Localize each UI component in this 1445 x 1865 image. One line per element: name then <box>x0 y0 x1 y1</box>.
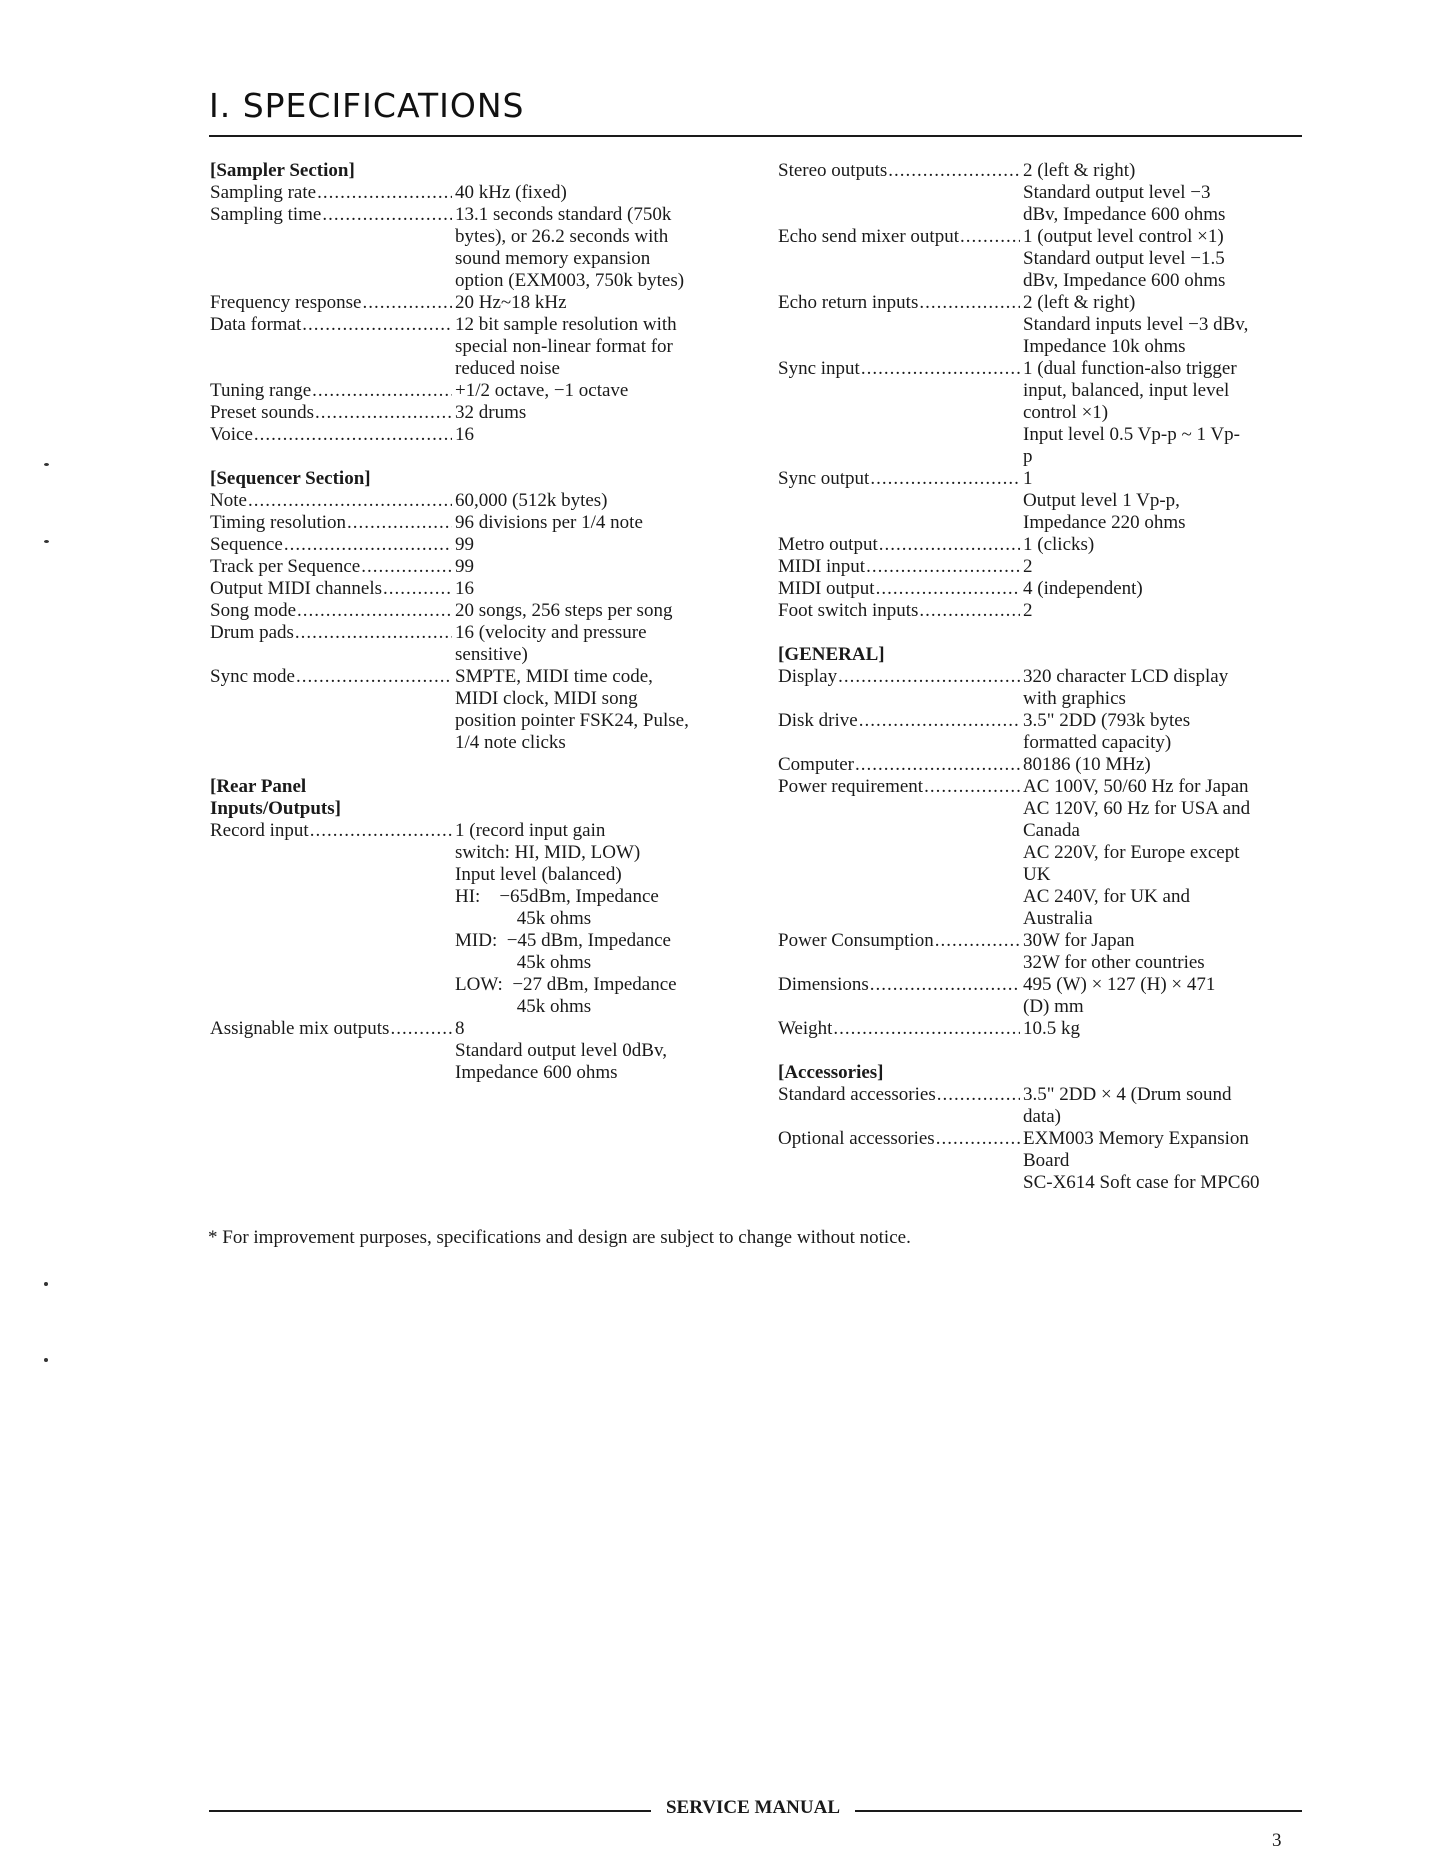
spec-value-line: 30W for Japan <box>1023 930 1135 951</box>
spec-label <box>210 578 455 600</box>
spec-value <box>1023 468 1318 534</box>
spec-value <box>1023 600 1318 622</box>
footer-rule-right <box>855 1810 1302 1812</box>
spec-value-line: 1 (record input gain <box>455 820 606 841</box>
spec-label <box>778 710 1023 732</box>
spec-label <box>778 1128 1023 1150</box>
spec-row <box>778 776 1318 930</box>
spec-label-text: Weight <box>778 1018 833 1039</box>
spec-value-line: 1/4 note clicks <box>455 732 566 753</box>
spec-value-line: (D) mm <box>1023 996 1084 1017</box>
spec-label-text: Tuning range <box>210 380 312 401</box>
spec-value-line: position pointer FSK24, Pulse, <box>455 710 689 731</box>
section-heading: [Accessories] <box>778 1062 884 1083</box>
spec-label <box>210 380 455 402</box>
spec-row <box>210 578 770 600</box>
spec-value-line: 16 <box>455 578 474 599</box>
spec-row <box>778 1018 1318 1040</box>
spec-label-text: Echo return inputs <box>778 292 919 313</box>
spec-label-text: Computer <box>778 754 854 775</box>
spec-label-text: Stereo outputs <box>778 160 888 181</box>
spec-value <box>455 622 770 666</box>
spec-value-line: switch: HI, MID, LOW) <box>455 842 641 863</box>
spec-value-line: Impedance 220 ohms <box>1023 512 1186 533</box>
spec-value <box>455 204 770 292</box>
leader-dots <box>322 204 452 226</box>
spec-value-line: 2 (left & right) <box>1023 292 1136 313</box>
leader-dots <box>855 754 1020 776</box>
spec-value <box>1023 754 1318 776</box>
spec-row <box>210 534 770 556</box>
spec-row <box>210 556 770 578</box>
spec-value-line: 20 songs, 256 steps per song <box>455 600 673 621</box>
spec-label <box>210 490 455 512</box>
spec-label-text: Output MIDI channels <box>210 578 383 599</box>
spec-value <box>1023 556 1318 578</box>
spec-value-line: data) <box>1023 1106 1061 1127</box>
spec-value <box>455 490 770 512</box>
spec-value <box>1023 292 1318 358</box>
leader-dots <box>876 578 1020 600</box>
spec-row <box>210 512 770 534</box>
leader-dots <box>312 380 452 402</box>
section-gap <box>210 446 770 468</box>
spec-value <box>1023 1084 1318 1128</box>
spec-value-line: 45k ohms <box>455 952 592 973</box>
spec-value <box>455 578 770 600</box>
spec-value-line: 13.1 seconds standard (750k <box>455 204 672 225</box>
spec-label <box>778 776 1023 798</box>
spec-value <box>1023 226 1318 292</box>
spec-label-text: Drum pads <box>210 622 294 643</box>
spec-row <box>210 292 770 314</box>
spec-value <box>455 380 770 402</box>
leader-dots <box>879 534 1020 556</box>
spec-value <box>455 512 770 534</box>
title-rule <box>209 135 1302 137</box>
spec-value-line: AC 220V, for Europe except <box>1023 842 1240 863</box>
spec-value-line: 1 (clicks) <box>1023 534 1095 555</box>
spec-value-line: 40 kHz (fixed) <box>455 182 567 203</box>
leader-dots <box>888 160 1020 182</box>
spec-label <box>210 402 455 424</box>
spec-row <box>210 600 770 622</box>
spec-label-text: Dimensions <box>778 974 869 995</box>
spec-label-text: Sync output <box>778 468 870 489</box>
spec-label-text: Foot switch inputs <box>778 600 919 621</box>
spec-value <box>1023 776 1318 930</box>
scan-speck <box>44 1358 48 1362</box>
spec-label-text: Sampling rate <box>210 182 317 203</box>
left-spec-column <box>210 160 770 1084</box>
spec-label <box>210 666 455 688</box>
spec-row <box>210 666 770 754</box>
spec-value <box>1023 534 1318 556</box>
improvement-note: * For improvement purposes, specifications and design are subject to change without notice. <box>208 1227 911 1248</box>
spec-value <box>1023 1018 1318 1040</box>
spec-row <box>778 160 1318 226</box>
leader-dots <box>297 600 452 622</box>
spec-value-line: 495 (W) × 127 (H) × 471 <box>1023 974 1216 995</box>
spec-label <box>210 292 455 314</box>
leader-dots <box>924 776 1020 798</box>
spec-value-line: 320 character LCD display <box>1023 666 1229 687</box>
spec-value-line: Input level (balanced) <box>455 864 622 885</box>
spec-row <box>210 424 770 446</box>
spec-value-line: 60,000 (512k bytes) <box>455 490 608 511</box>
spec-label <box>210 1018 455 1040</box>
leader-dots <box>936 1128 1020 1150</box>
spec-label-text: Note <box>210 490 247 511</box>
leader-dots <box>317 182 452 204</box>
spec-value-line: 99 <box>455 556 474 577</box>
spec-value-line: 3.5" 2DD (793k bytes <box>1023 710 1191 731</box>
spec-row <box>210 380 770 402</box>
spec-value <box>455 600 770 622</box>
spec-value <box>1023 160 1318 226</box>
section-gap <box>778 1040 1318 1062</box>
spec-value <box>455 556 770 578</box>
leader-dots <box>960 226 1020 248</box>
spec-value-line: MID: −45 dBm, Impedance <box>455 930 671 951</box>
spec-label <box>778 226 1023 248</box>
spec-value-line: HI: −65dBm, Impedance <box>455 886 659 907</box>
spec-label-text: Echo send mixer output <box>778 226 959 247</box>
spec-value-line: 16 (velocity and pressure <box>455 622 647 643</box>
spec-value-line: AC 120V, 60 Hz for USA and <box>1023 798 1251 819</box>
section-heading: [Sequencer Section] <box>210 468 371 489</box>
spec-label <box>778 358 1023 380</box>
spec-value-line: 45k ohms <box>455 996 592 1017</box>
spec-row <box>778 1128 1318 1194</box>
leader-dots <box>296 666 452 688</box>
spec-value-line: 96 divisions per 1/4 note <box>455 512 643 533</box>
spec-value <box>455 402 770 424</box>
section-heading: [Rear Panel <box>210 776 307 797</box>
spec-row <box>778 666 1318 710</box>
page-title: I. SPECIFICATIONS <box>209 86 525 125</box>
leader-dots <box>347 512 452 534</box>
spec-row <box>778 534 1318 556</box>
spec-value-line: 32W for other countries <box>1023 952 1205 973</box>
spec-value-line: control ×1) <box>1023 402 1109 423</box>
spec-label-text: Track per Sequence <box>210 556 361 577</box>
spec-value-line: reduced noise <box>455 358 560 379</box>
spec-label <box>778 534 1023 556</box>
spec-row <box>778 974 1318 1018</box>
spec-value-line: Impedance 600 ohms <box>455 1062 618 1083</box>
spec-label <box>778 160 1023 182</box>
spec-label <box>778 600 1023 622</box>
leader-dots <box>362 292 452 314</box>
leader-dots <box>866 556 1020 578</box>
spec-value-line: AC 100V, 50/60 Hz for Japan <box>1023 776 1249 797</box>
section-gap <box>210 754 770 776</box>
leader-dots <box>935 930 1020 952</box>
leader-dots <box>937 1084 1020 1106</box>
leader-dots <box>833 1018 1020 1040</box>
leader-dots <box>254 424 452 446</box>
spec-value-line: UK <box>1023 864 1051 885</box>
spec-value <box>455 534 770 556</box>
spec-value <box>1023 666 1318 710</box>
spec-row <box>778 1084 1318 1128</box>
spec-row <box>778 226 1318 292</box>
spec-label-text: Metro output <box>778 534 878 555</box>
spec-value-line: 2 <box>1023 600 1033 621</box>
footer-rule-left <box>209 1810 651 1812</box>
spec-label <box>210 556 455 578</box>
spec-value <box>455 424 770 446</box>
spec-value <box>1023 578 1318 600</box>
spec-value-line: 16 <box>455 424 474 445</box>
spec-value-line: sound memory expansion <box>455 248 651 269</box>
spec-value <box>1023 358 1318 468</box>
spec-label <box>210 424 455 446</box>
spec-label <box>778 468 1023 490</box>
spec-value-line: Standard output level −3 <box>1023 182 1211 203</box>
spec-value-line: 1 (output level control ×1) <box>1023 226 1224 247</box>
spec-value-line: formatted capacity) <box>1023 732 1172 753</box>
spec-value <box>1023 930 1318 974</box>
spec-value <box>455 666 770 754</box>
spec-value-line: 2 (left & right) <box>1023 160 1136 181</box>
spec-value-line: Standard inputs level −3 dBv, <box>1023 314 1249 335</box>
spec-label-text: Sampling time <box>210 204 322 225</box>
leader-dots <box>919 292 1020 314</box>
spec-value <box>1023 710 1318 754</box>
spec-label <box>778 556 1023 578</box>
spec-value-line: Input level 0.5 Vp-p ~ 1 Vp- <box>1023 424 1240 445</box>
spec-value-line: special non-linear format for <box>455 336 673 357</box>
spec-value-line: bytes), or 26.2 seconds with <box>455 226 669 247</box>
spec-value-line: option (EXM003, 750k bytes) <box>455 270 685 291</box>
spec-label-text: Power Consumption <box>778 930 934 951</box>
spec-value-line: Standard output level 0dBv, <box>455 1040 667 1061</box>
spec-label-text: Display <box>778 666 838 687</box>
scan-speck <box>44 540 49 543</box>
spec-row <box>778 468 1318 534</box>
leader-dots <box>919 600 1020 622</box>
spec-value <box>455 182 770 204</box>
spec-row <box>778 292 1318 358</box>
spec-row <box>210 182 770 204</box>
spec-row <box>210 1018 770 1084</box>
spec-value <box>455 820 770 1018</box>
scan-speck <box>44 463 49 466</box>
spec-label-text: Record input <box>210 820 309 841</box>
leader-dots <box>315 402 452 424</box>
spec-row <box>778 556 1318 578</box>
spec-row <box>210 204 770 292</box>
page-number: 3 <box>1272 1830 1282 1851</box>
leader-dots <box>859 710 1020 732</box>
spec-value-line: SC-X614 Soft case for MPC60 <box>1023 1172 1260 1193</box>
spec-label <box>210 622 455 644</box>
spec-value-line: 3.5" 2DD × 4 (Drum sound <box>1023 1084 1232 1105</box>
leader-dots <box>383 578 452 600</box>
leader-dots <box>870 468 1020 490</box>
spec-row <box>778 600 1318 622</box>
spec-label-text: Data format <box>210 314 302 335</box>
spec-value-line: 45k ohms <box>455 908 592 929</box>
spec-value-line: dBv, Impedance 600 ohms <box>1023 270 1226 291</box>
leader-dots <box>838 666 1020 688</box>
spec-value-line: 1 <box>1023 468 1033 489</box>
spec-label-text: Sync input <box>778 358 860 379</box>
spec-label <box>778 974 1023 996</box>
spec-value-line: Canada <box>1023 820 1080 841</box>
spec-row <box>778 710 1318 754</box>
spec-value-line: +1/2 octave, −1 octave <box>455 380 629 401</box>
spec-value-line: SMPTE, MIDI time code, <box>455 666 653 687</box>
spec-label <box>210 512 455 534</box>
spec-row <box>210 622 770 666</box>
leader-dots <box>861 358 1020 380</box>
leader-dots <box>248 490 452 512</box>
spec-label <box>210 314 455 336</box>
spec-label <box>778 1084 1023 1106</box>
leader-dots <box>390 1018 452 1040</box>
spec-label-text: Power requirement <box>778 776 924 797</box>
spec-value-line: AC 240V, for UK and <box>1023 886 1190 907</box>
spec-value-line: dBv, Impedance 600 ohms <box>1023 204 1226 225</box>
spec-label <box>210 182 455 204</box>
spec-value-line: 12 bit sample resolution with <box>455 314 677 335</box>
section-heading: Inputs/Outputs] <box>210 798 341 819</box>
spec-label <box>778 666 1023 688</box>
spec-row <box>778 930 1318 974</box>
spec-label-text: Timing resolution <box>210 512 347 533</box>
spec-value-line: LOW: −27 dBm, Impedance <box>455 974 677 995</box>
spec-label-text: MIDI input <box>778 556 866 577</box>
spec-label-text: Voice <box>210 424 253 445</box>
spec-value <box>1023 974 1318 1018</box>
spec-row <box>210 314 770 380</box>
spec-row <box>778 358 1318 468</box>
spec-value-line: p <box>1023 446 1033 467</box>
footer-label: SERVICE MANUAL <box>665 1797 841 1818</box>
spec-value-line: Standard output level −1.5 <box>1023 248 1225 269</box>
spec-label-text: Sequence <box>210 534 283 555</box>
spec-label <box>778 930 1023 952</box>
spec-label <box>778 292 1023 314</box>
spec-value-line: 10.5 kg <box>1023 1018 1080 1039</box>
spec-row <box>210 490 770 512</box>
spec-label-text: Optional accessories <box>778 1128 935 1149</box>
spec-label-text: Preset sounds <box>210 402 314 423</box>
spec-label-text: Assignable mix outputs <box>210 1018 390 1039</box>
section-heading: [GENERAL] <box>778 644 885 665</box>
spec-label-text: MIDI output <box>778 578 875 599</box>
spec-value-line: input, balanced, input level <box>1023 380 1230 401</box>
spec-label <box>778 754 1023 776</box>
spec-value-line: MIDI clock, MIDI song <box>455 688 638 709</box>
spec-row <box>210 820 770 1018</box>
spec-value-line: 99 <box>455 534 474 555</box>
spec-value <box>455 292 770 314</box>
spec-label <box>778 578 1023 600</box>
spec-label <box>210 600 455 622</box>
spec-value <box>1023 1128 1318 1194</box>
spec-value-line: 4 (independent) <box>1023 578 1143 599</box>
spec-label-text: Song mode <box>210 600 297 621</box>
spec-value-line: Australia <box>1023 908 1093 929</box>
spec-value <box>455 314 770 380</box>
leader-dots <box>870 974 1020 996</box>
spec-value-line: 32 drums <box>455 402 527 423</box>
spec-value-line: 8 <box>455 1018 465 1039</box>
spec-label <box>778 1018 1023 1040</box>
right-spec-column <box>778 160 1318 1194</box>
leader-dots <box>302 314 452 336</box>
spec-value-line: 20 Hz~18 kHz <box>455 292 567 313</box>
section-gap <box>778 622 1318 644</box>
spec-label <box>210 534 455 556</box>
spec-label-text: Disk drive <box>778 710 858 731</box>
leader-dots <box>361 556 452 578</box>
spec-value-line: EXM003 Memory Expansion <box>1023 1128 1249 1149</box>
spec-row <box>778 578 1318 600</box>
spec-value-line: 2 <box>1023 556 1033 577</box>
spec-value-line: sensitive) <box>455 644 528 665</box>
spec-value-line: Impedance 10k ohms <box>1023 336 1186 357</box>
leader-dots <box>295 622 452 644</box>
spec-label-text: Frequency response <box>210 292 362 313</box>
spec-value-line: with graphics <box>1023 688 1126 709</box>
leader-dots <box>284 534 452 556</box>
spec-label-text: Sync mode <box>210 666 295 687</box>
spec-value-line: 1 (dual function-also trigger <box>1023 358 1237 379</box>
spec-value-line: 80186 (10 MHz) <box>1023 754 1151 775</box>
leader-dots <box>310 820 452 842</box>
spec-label <box>210 204 455 226</box>
section-heading: [Sampler Section] <box>210 160 355 181</box>
spec-value-line: Output level 1 Vp-p, <box>1023 490 1180 511</box>
spec-value <box>455 1018 770 1084</box>
spec-row <box>210 402 770 424</box>
spec-value-line: Board <box>1023 1150 1070 1171</box>
spec-label <box>210 820 455 842</box>
spec-label-text: Standard accessories <box>778 1084 936 1105</box>
spec-row <box>778 754 1318 776</box>
scan-speck <box>44 1282 48 1286</box>
